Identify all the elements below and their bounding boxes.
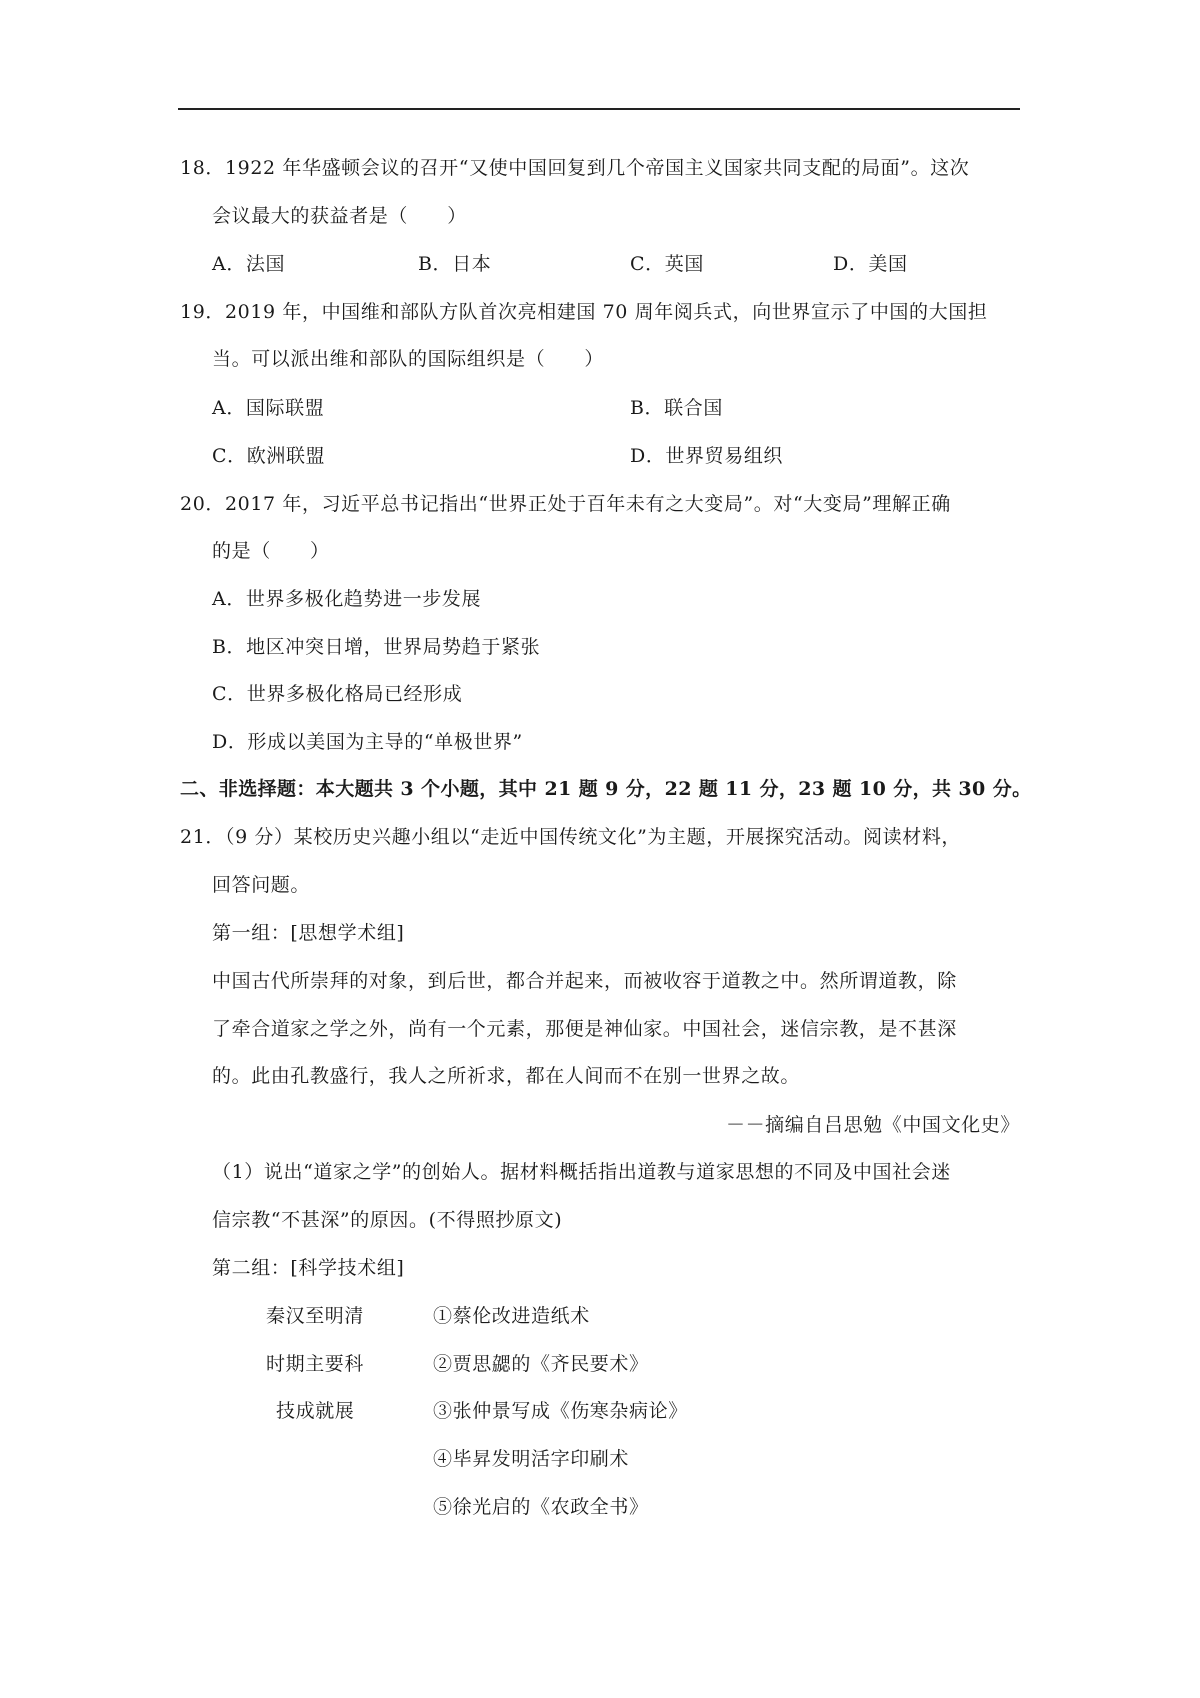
achievement-item-3: ③张仲景写成《伤寒杂病论》 xyxy=(433,1400,688,1422)
achievement-item-1: ①蔡伦改进造纸术 xyxy=(433,1305,590,1327)
q21-material-line3: 的。此由孔教盛行，我人之所祈求，都在人间而不在别一世界之故。 xyxy=(212,1065,801,1087)
q20-stem-line1: 20．2017 年，习近平总书记指出“世界正处于百年未有之大变局”。对“大变局”理解正确 xyxy=(180,493,951,515)
q21-sub1-line1: （1）说出“道家之学”的创始人。据材料概括指出道教与道家思想的不同及中国社会迷 xyxy=(212,1161,951,1183)
q18-option-b: B．日本 xyxy=(418,253,492,275)
achievement-item-2: ②贾思勰的《齐民要术》 xyxy=(433,1353,649,1375)
q18-stem-line2: 会议最大的获益者是（ ） xyxy=(212,205,467,227)
q18-option-d: D．美国 xyxy=(833,253,908,275)
q21-material-line2: 了牵合道家之学之外，尚有一个元素，那便是神仙家。中国社会，迷信宗教，是不甚深 xyxy=(212,1018,957,1040)
q18-stem-line1: 18．1922 年华盛顿会议的召开“又使中国回复到几个帝国主义国家共同支配的局面”。这次 xyxy=(180,157,970,179)
table-label-line2: 时期主要科 xyxy=(266,1353,365,1375)
q19-option-a: A．国际联盟 xyxy=(212,397,325,419)
table-label-line3: 技成就展 xyxy=(276,1400,355,1422)
q19-stem-line1: 19．2019 年，中国维和部队方队首次亮相建国 70 周年阅兵式，向世界宣示了中国的大国担 xyxy=(180,301,988,323)
header-rule xyxy=(178,108,1020,110)
q21-group2-title: 第二组：[科学技术组] xyxy=(212,1257,405,1279)
q20-option-c: C．世界多极化格局已经形成 xyxy=(212,683,463,705)
q20-option-d: D．形成以美国为主导的“单极世界” xyxy=(212,731,523,753)
q19-stem-line2: 当。可以派出维和部队的国际组织是（ ） xyxy=(212,348,605,370)
q20-option-b: B．地区冲突日增，世界局势趋于紧张 xyxy=(212,636,541,658)
q20-stem-line2: 的是（ ） xyxy=(212,540,330,562)
q19-option-d: D．世界贸易组织 xyxy=(630,445,784,467)
q18-option-c: C．英国 xyxy=(630,253,704,275)
q21-material-source: －－摘编自吕思勉《中国文化史》 xyxy=(725,1114,1020,1136)
q21-sub1-line2: 信宗教“不甚深”的原因。(不得照抄原文) xyxy=(212,1209,563,1231)
section-heading: 二、非选择题：本大题共 3 个小题，其中 21 题 9 分，22 题 11 分，23 题 10 分，共 30 分。 xyxy=(180,778,1032,800)
q18-option-a: A．法国 xyxy=(212,253,286,275)
q19-option-c: C．欧洲联盟 xyxy=(212,445,326,467)
table-label-line1: 秦汉至明清 xyxy=(266,1305,365,1327)
achievement-item-4: ④毕昇发明活字印刷术 xyxy=(433,1448,630,1470)
q20-option-a: A．世界多极化趋势进一步发展 xyxy=(212,588,482,610)
q21-stem-line1: 21．（9 分）某校历史兴趣小组以“走近中国传统文化”为主题，开展探究活动。阅读材料， xyxy=(180,826,962,848)
q21-group1-title: 第一组：[思想学术组] xyxy=(212,922,405,944)
q21-material-line1: 中国古代所崇拜的对象，到后世，都合并起来，而被收容于道教之中。然所谓道教，除 xyxy=(212,970,957,992)
achievement-item-5: ⑤徐光启的《农政全书》 xyxy=(433,1496,649,1518)
q21-stem-line2: 回答问题。 xyxy=(212,874,311,896)
q19-option-b: B．联合国 xyxy=(630,397,723,419)
